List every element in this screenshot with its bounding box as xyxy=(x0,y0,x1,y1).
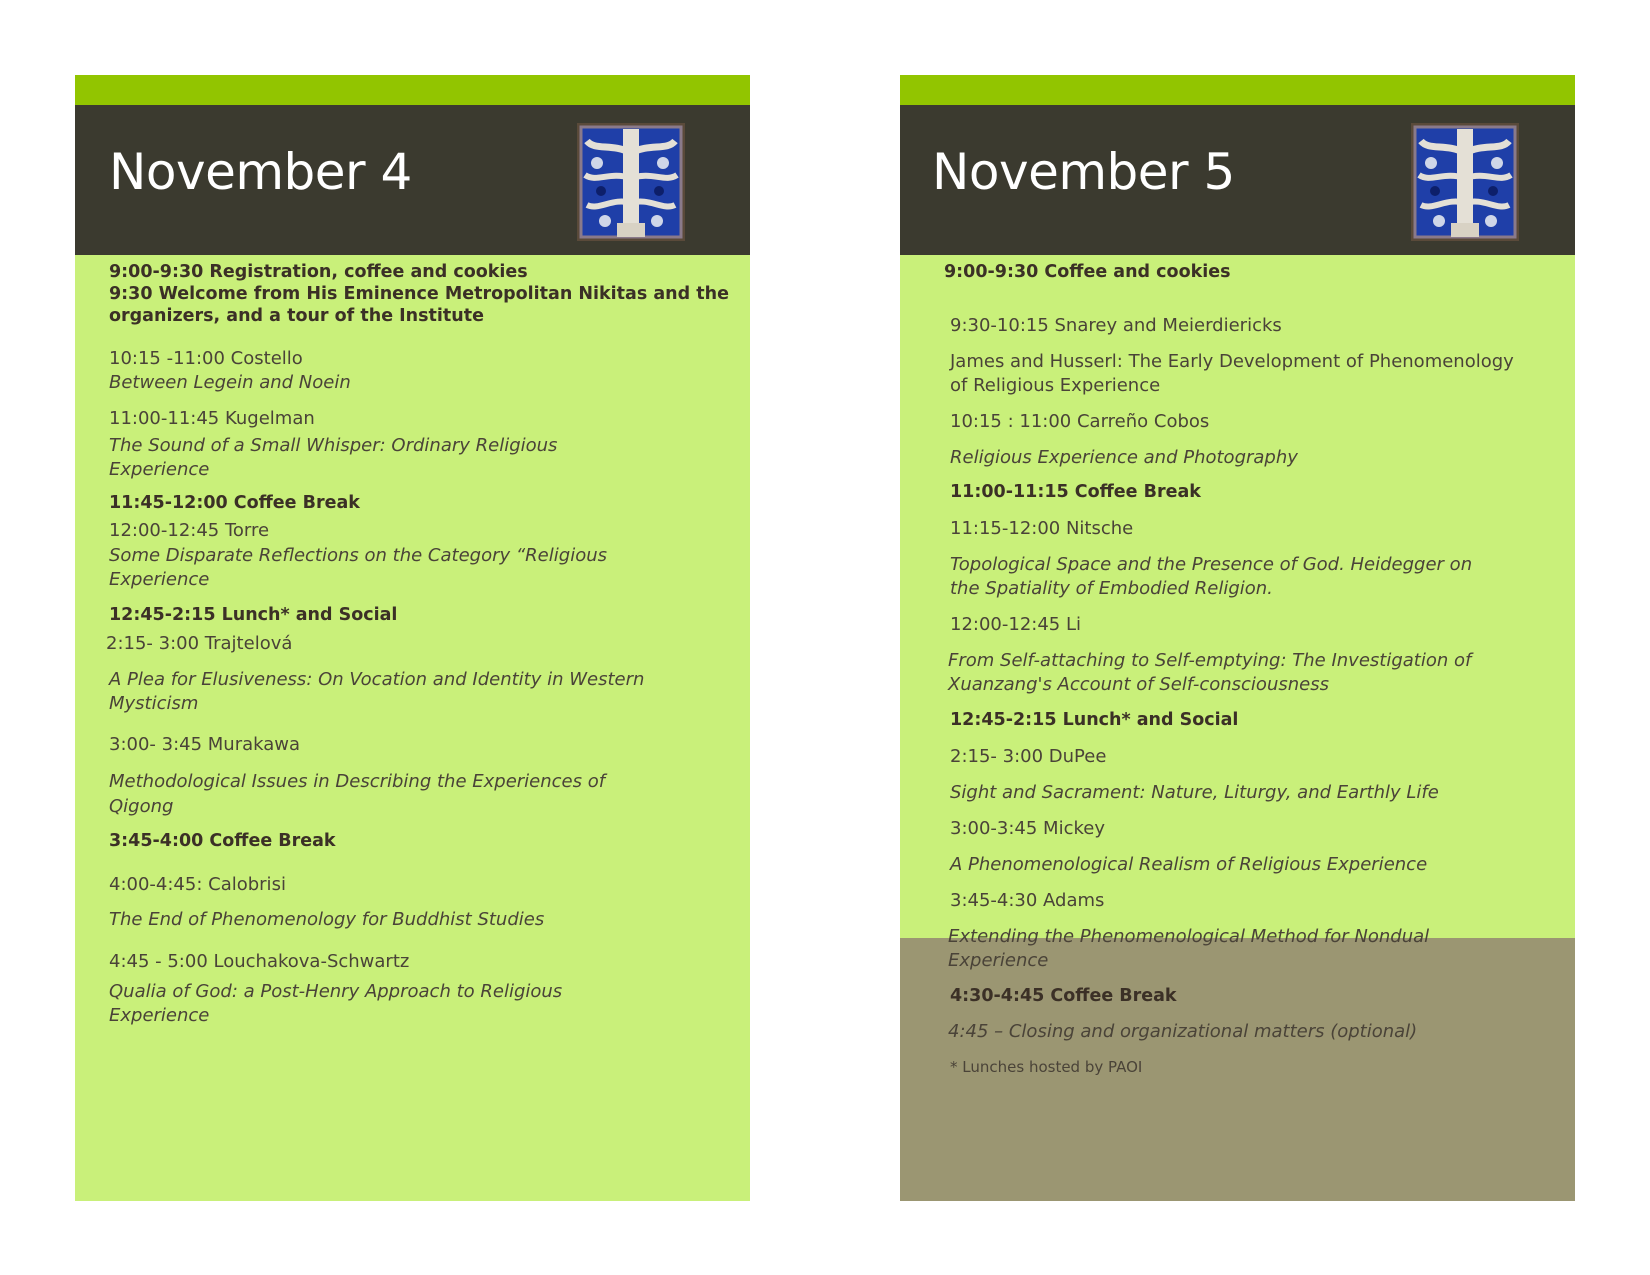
schedule-item-murakawa: 3:00- 3:45 Murakawa xyxy=(109,734,301,755)
talk-title-cont: Experience xyxy=(109,1005,210,1026)
day-header xyxy=(900,105,1575,255)
schedule-item-coffee: 9:00-9:30 Coffee and cookies xyxy=(944,262,1231,282)
schedule-item-dupee: 2:15- 3:00 DuPee xyxy=(950,746,1107,767)
accent-bar xyxy=(900,75,1575,105)
schedule-item-mickey: 3:00-3:45 Mickey xyxy=(950,818,1105,839)
schedule-item-louchakova-schwartz: 4:45 - 5:00 Louchakova-Schwartz xyxy=(109,951,410,972)
day-panel-november-5 xyxy=(900,75,1575,1201)
schedule-item-coffee-break: 3:45-4:00 Coffee Break xyxy=(109,831,336,851)
talk-title: The End of Phenomenology for Buddhist Studies xyxy=(109,909,545,930)
schedule-item-nitsche: 11:15-12:00 Nitsche xyxy=(950,518,1134,539)
talk-title-cont: Experience xyxy=(109,459,210,480)
day-title: November 4 xyxy=(109,143,412,201)
talk-title: Some Disparate Reflections on the Category “Religious xyxy=(109,545,607,566)
schedule-item-lunch: 12:45-2:15 Lunch* and Social xyxy=(950,710,1239,730)
tree-of-life-image xyxy=(1411,123,1519,241)
schedule-item-coffee-break: 4:30-4:45 Coffee Break xyxy=(950,986,1177,1006)
talk-title: The Sound of a Small Whisper: Ordinary Religious xyxy=(109,435,558,456)
schedule-item-calobrisi: 4:00-4:45: Calobrisi xyxy=(109,874,286,895)
talk-title-cont: Experience xyxy=(109,569,210,590)
schedule-item-welcome-cont: organizers, and a tour of the Institute xyxy=(109,306,484,326)
talk-title-cont: Xuanzang's Account of Self-consciousness xyxy=(948,674,1329,695)
schedule-item-li: 12:00-12:45 Li xyxy=(950,614,1081,635)
talk-title-cont: Mysticism xyxy=(109,693,199,714)
talk-title: Religious Experience and Photography xyxy=(950,447,1298,468)
schedule-item-lunch: 12:45-2:15 Lunch* and Social xyxy=(109,605,398,625)
schedule-item-welcome: 9:30 Welcome from His Eminence Metropolitan Nikitas and the xyxy=(109,284,729,304)
talk-title: Qualia of God: a Post-Henry Approach to Religious xyxy=(109,981,563,1002)
schedule-item-trajtelova: 2:15- 3:00 Trajtelová xyxy=(106,633,293,654)
talk-title: Topological Space and the Presence of God. Heidegger on xyxy=(950,554,1473,575)
day-header xyxy=(75,105,750,255)
schedule-item-carreno-cobos: 10:15 : 11:00 Carreño Cobos xyxy=(950,411,1210,432)
schedule-item-kugelman: 11:00-11:45 Kugelman xyxy=(109,408,315,429)
schedule-item-registration: 9:00-9:30 Registration, coffee and cookies xyxy=(109,262,528,282)
schedule-item-adams: 3:45-4:30 Adams xyxy=(950,890,1105,911)
footnote-lunches: * Lunches hosted by PAOI xyxy=(950,1058,1143,1076)
talk-title: Methodological Issues in Describing the Experiences of xyxy=(109,771,606,792)
talk-title-cont: Qigong xyxy=(109,796,174,817)
schedule-item-snarey: 9:30-10:15 Snarey and Meierdiericks xyxy=(950,315,1282,336)
schedule-item-costello: 10:15 -11:00 Costello xyxy=(109,348,303,369)
talk-title: From Self-attaching to Self-emptying: The Investigation of xyxy=(948,650,1472,671)
talk-title: Extending the Phenomenological Method for Nondual xyxy=(948,926,1430,947)
talk-title-cont: of Religious Experience xyxy=(950,375,1161,396)
schedule-item-closing: 4:45 – Closing and organizational matters (optional) xyxy=(948,1021,1418,1042)
talk-title-cont: the Spatiality of Embodied Religion. xyxy=(950,578,1273,599)
talk-title-cont: Experience xyxy=(948,950,1049,971)
day-title: November 5 xyxy=(932,143,1235,201)
talk-title: Between Legein and Noein xyxy=(109,372,351,393)
tree-of-life-image xyxy=(577,123,685,241)
schedule-item-coffee-break: 11:45-12:00 Coffee Break xyxy=(109,493,360,513)
talk-title: Sight and Sacrament: Nature, Liturgy, and Earthly Life xyxy=(950,782,1439,803)
day-panel-november-4 xyxy=(75,75,750,1201)
talk-title: A Plea for Elusiveness: On Vocation and Identity in Western xyxy=(109,669,645,690)
schedule-item-torre: 12:00-12:45 Torre xyxy=(109,520,270,541)
accent-bar xyxy=(75,75,750,105)
talk-title: James and Husserl: The Early Development of Phenomenology xyxy=(950,351,1514,372)
talk-title: A Phenomenological Realism of Religious Experience xyxy=(950,854,1428,875)
schedule-item-coffee-break: 11:00-11:15 Coffee Break xyxy=(950,482,1201,502)
